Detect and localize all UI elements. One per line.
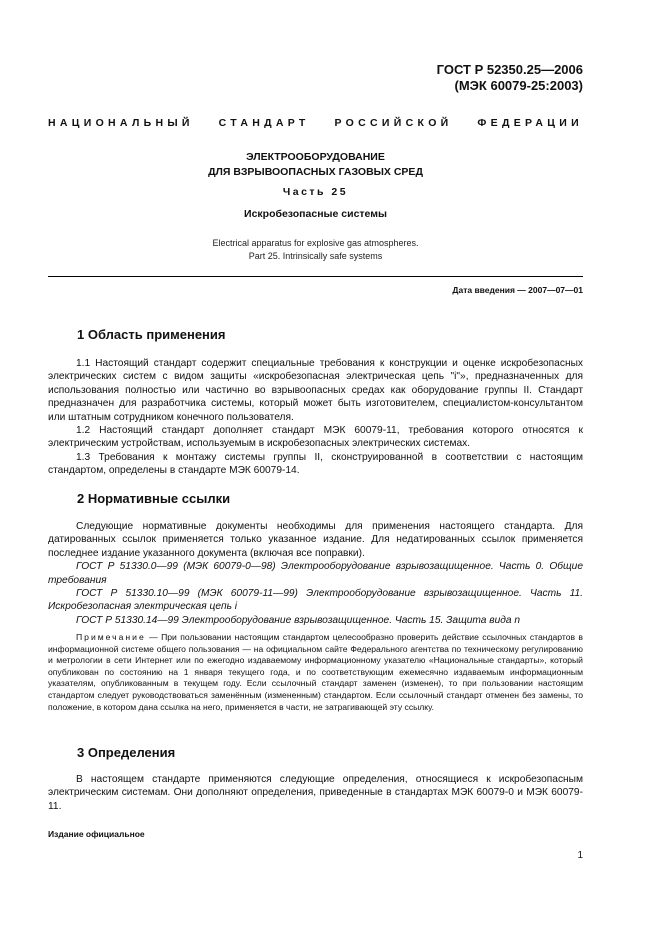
title-line: ЭЛЕКТРООБОРУДОВАНИЕ (246, 151, 385, 163)
paragraph: 1.1 Настоящий стандарт содержит специальные требования к конструкции и оценке искробезопасных электрических систем с видом защиты «искробезопасная электрическая цепь "i"», предназначенных для использования полностью или частично во взрывоопасных средах как оборудование группы II. Стандарт предназначен для разработчика системы, который может быть изготовителем, специалистом-консультантом или штатным сотрудником конечного пользователя. (48, 358, 583, 423)
reference: ГОСТ Р 51330.10—99 (МЭК 60079-11—99) Электрооборудование взрывозащищенное. Часть 11. Искробезопасная электрическая цепь i (48, 588, 583, 613)
paragraph: 1.3 Требования к монтажу системы группы II, сконструированной в соответствии с настоящим стандартом, определены в стандарте МЭК 60079-14. (48, 451, 583, 477)
part-label: Часть 25 (282, 186, 349, 198)
document-title (48, 150, 583, 180)
english-title-line: Part 25. Intrinsically safe systems (248, 251, 383, 261)
note-text: — При пользовании настоящим стандартом целесообразно проверить действие ссылочных стандартов в информационной системе общего пользования — на официальном сайте Федерального агентства по техническому регулированию и метрологии в сети Интернет или по ежегодно издаваемому информационному указателю «Национальные стандарты», который опубликован по состоянию на 1 января текущего года, и по соответствующим ежемесячно издаваемым информационным указателям, опубликованным в текущем году. Если ссылочный стандарт заменен (изменен), то при пользовании настоящим стандартом следует руководствоваться заменённым (измененным) стандартом. Если ссылочный стандарт отменен без замены, то положение, в котором дана ссылка на него, применяется в части, не затрагивающей эту ссылку. (48, 632, 583, 712)
section-1-heading: 1 Область применения (77, 327, 226, 342)
reference: ГОСТ Р 51330.0—99 (МЭК 60079-0—98) Электрооборудование взрывозащищенное. Часть 0. Общие требования (48, 561, 583, 586)
title-word: НАЦИОНАЛЬНЫЙ (48, 117, 194, 129)
standard-number: ГОСТ Р 52350.25—2006 (436, 62, 583, 77)
paragraph: Следующие нормативные документы необходимы для применения настоящего стандарта. Для датированных ссылок применяется только указанное издание. Для недатированных ссылок применяется последнее издание указанного документа (включая все поправки). (48, 521, 583, 559)
section-3-body (48, 773, 583, 813)
divider (48, 276, 583, 277)
section-2-heading: 2 Нормативные ссылки (77, 491, 231, 506)
section-2-body (48, 520, 583, 627)
page-number: 1 (577, 850, 583, 861)
introduction-date: Дата введения — 2007—07—01 (452, 285, 583, 295)
reference: ГОСТ Р 51330.14—99 Электрооборудование взрывозащищенное. Часть 15. Защита вида n (76, 614, 521, 626)
subtitle: Искробезопасные системы (244, 208, 387, 220)
paragraph: В настоящем стандарте применяются следующие определения, относящиеся к искробезопасным электрическим системам. Они дополняют определения, приведенные в стандартах МЭК 60079-0 и МЭК 60079-11. (48, 774, 583, 812)
document-code (437, 62, 583, 94)
title-word: РОССИЙСКОЙ (334, 117, 453, 129)
title-word: ФЕДЕРАЦИИ (477, 117, 583, 129)
paragraph: 1.2 Настоящий стандарт дополняет стандарт МЭК 60079-11, требования которого относятся к электрическим устройствам, используемым в искробезопасных электрических системах. (48, 425, 583, 450)
official-edition-label: Издание официальное (48, 829, 145, 839)
note-label: Примечание (76, 632, 146, 642)
english-title-line: Electrical apparatus for explosive gas atmospheres. (212, 238, 419, 248)
note (48, 632, 583, 713)
title-word: СТАНДАРТ (218, 117, 310, 129)
iec-number: (МЭК 60079-25:2003) (454, 78, 583, 93)
national-standard-title (48, 117, 583, 131)
section-3-heading: 3 Определения (77, 745, 176, 760)
title-line: ДЛЯ ВЗРЫВООПАСНЫХ ГАЗОВЫХ СРЕД (208, 166, 423, 178)
section-1-body (48, 357, 583, 478)
english-title (48, 237, 583, 263)
